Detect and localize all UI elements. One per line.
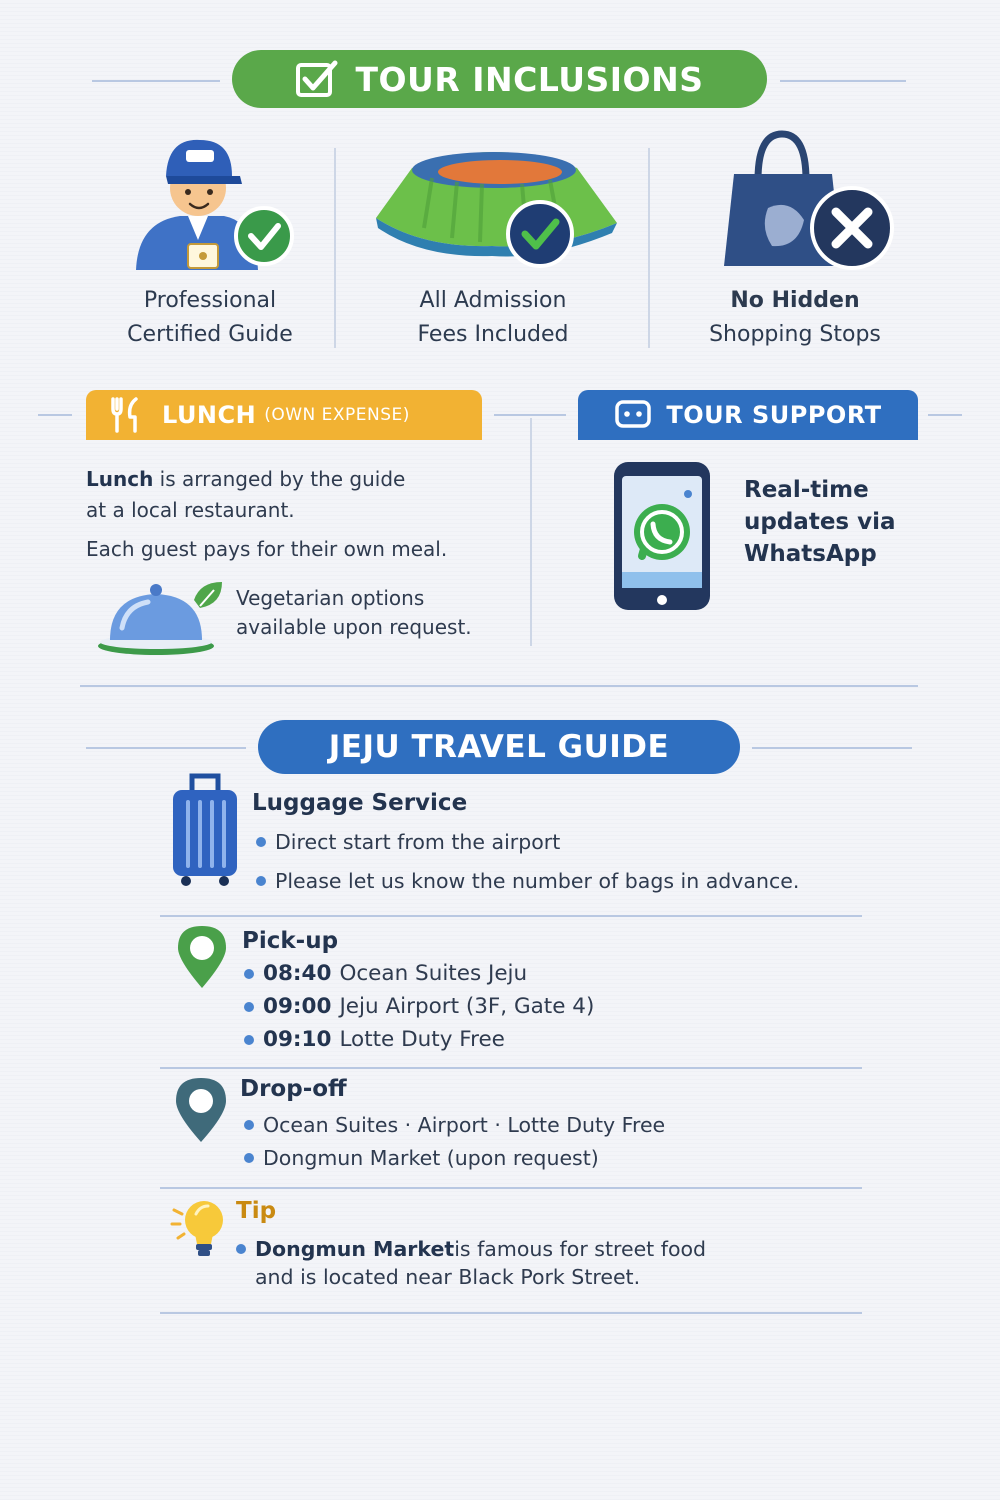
lunch-support-divider bbox=[530, 418, 532, 646]
column-divider-1 bbox=[334, 148, 336, 348]
shopping-bag-x-icon bbox=[720, 128, 900, 273]
support-title: TOUR SUPPORT bbox=[666, 401, 882, 429]
bullet-dot bbox=[244, 1153, 254, 1163]
inclusion-admission-line2: Fees Included bbox=[417, 322, 569, 347]
lunch-title-note: (OWN EXPENSE) bbox=[264, 405, 410, 425]
vegetarian-line1: Vegetarian options bbox=[236, 586, 425, 610]
support-banner bbox=[578, 390, 918, 440]
inclusion-guide bbox=[90, 284, 330, 352]
inclusion-admission bbox=[372, 284, 614, 352]
lunch-line1-rest: is arranged by the guide bbox=[153, 467, 406, 491]
pickup-time-1: 08:40 bbox=[263, 961, 332, 986]
tip-title: Tip bbox=[236, 1198, 277, 1224]
luggage-title: Luggage Service bbox=[252, 790, 468, 816]
lightbulb-icon bbox=[170, 1196, 230, 1260]
luggage-bullet-1 bbox=[256, 830, 560, 854]
pickup-stop-1 bbox=[244, 961, 527, 986]
suitcase-icon bbox=[170, 772, 240, 888]
guide-title: JEJU TRAVEL GUIDE bbox=[328, 729, 670, 765]
chat-icon bbox=[614, 399, 652, 431]
pickup-stop-3 bbox=[244, 1027, 505, 1052]
lunch-line1 bbox=[86, 464, 405, 494]
bullet-dot bbox=[244, 1002, 254, 1012]
map-pin-teal-icon bbox=[174, 1076, 228, 1144]
bullet-dot bbox=[236, 1244, 246, 1254]
luggage-bullet-2-text: Please let us know the number of bags in advance. bbox=[275, 869, 800, 893]
pickup-divider bbox=[160, 1067, 862, 1069]
lunch-banner bbox=[86, 390, 482, 440]
support-line1: Real-time bbox=[744, 477, 869, 503]
fork-knife-icon bbox=[108, 397, 148, 433]
pickup-title: Pick-up bbox=[242, 928, 339, 954]
support-line3: WhatsApp bbox=[744, 541, 877, 567]
cloche-icon bbox=[96, 578, 232, 658]
dropoff-bullet-2-text: Dongmun Market (upon request) bbox=[263, 1146, 599, 1170]
pickup-place-1: Ocean Suites Jeju bbox=[339, 961, 528, 986]
luggage-bullet-2 bbox=[256, 869, 799, 893]
bullet-dot bbox=[256, 837, 266, 847]
section-divider bbox=[80, 685, 918, 687]
lunch-vegetarian bbox=[236, 584, 472, 642]
lunch-line3: Each guest pays for their own meal. bbox=[86, 537, 448, 561]
guide-banner bbox=[258, 720, 740, 774]
column-divider-2 bbox=[648, 148, 650, 348]
support-text bbox=[744, 474, 896, 570]
lunch-title: LUNCH bbox=[162, 401, 257, 429]
bullet-dot bbox=[244, 1120, 254, 1130]
tip-divider bbox=[160, 1312, 862, 1314]
volcano-check-icon bbox=[372, 138, 622, 273]
lunch-line2: at a local restaurant. bbox=[86, 498, 295, 522]
pickup-place-3: Lotte Duty Free bbox=[339, 1027, 505, 1052]
divider-right bbox=[780, 80, 906, 82]
tip-rest: is famous for street food bbox=[454, 1237, 707, 1261]
inclusion-admission-line1: All Admission bbox=[419, 288, 567, 313]
pickup-place-2: Jeju Airport (3F, Gate 4) bbox=[339, 994, 595, 1019]
tip-line2: and is located near Black Pork Street. bbox=[255, 1265, 641, 1289]
bullet-dot bbox=[256, 876, 266, 886]
tip-line1 bbox=[236, 1237, 706, 1261]
support-divider-right bbox=[928, 414, 962, 416]
dropoff-bullet-1 bbox=[244, 1113, 665, 1137]
lunch-bold-word: Lunch bbox=[86, 467, 154, 491]
phone-whatsapp-icon bbox=[612, 460, 712, 612]
map-pin-green-icon bbox=[176, 924, 228, 990]
checkbox-icon bbox=[295, 59, 339, 99]
dropoff-divider bbox=[160, 1187, 862, 1189]
guide-divider-left bbox=[86, 747, 246, 749]
luggage-bullet-1-text: Direct start from the airport bbox=[275, 830, 561, 854]
inclusion-guide-line2: Certified Guide bbox=[127, 322, 293, 347]
dropoff-bullet-2 bbox=[244, 1146, 599, 1170]
pickup-time-2: 09:00 bbox=[263, 994, 332, 1019]
luggage-divider bbox=[160, 915, 862, 917]
support-line2: updates via bbox=[744, 509, 896, 535]
inclusion-shopping-line2: Shopping Stops bbox=[709, 322, 881, 347]
dropoff-title: Drop-off bbox=[240, 1076, 347, 1102]
pickup-time-3: 09:10 bbox=[263, 1027, 332, 1052]
pickup-stop-2 bbox=[244, 994, 594, 1019]
inclusion-shopping bbox=[672, 284, 918, 352]
inclusions-banner bbox=[232, 50, 767, 108]
tip-bold: Dongmun Market bbox=[255, 1237, 455, 1261]
guide-check-icon bbox=[128, 132, 298, 272]
lunch-divider-left bbox=[38, 414, 72, 416]
inclusion-guide-line1: Professional bbox=[143, 288, 277, 313]
inclusion-shopping-line1: No Hidden bbox=[730, 288, 860, 313]
guide-divider-right bbox=[752, 747, 912, 749]
divider-left bbox=[92, 80, 220, 82]
inclusions-title: TOUR INCLUSIONS bbox=[355, 59, 704, 99]
lunch-divider-right bbox=[494, 414, 566, 416]
vegetarian-line2: available upon request. bbox=[236, 615, 472, 639]
dropoff-bullet-1-text: Ocean Suites · Airport · Lotte Duty Free bbox=[263, 1113, 666, 1137]
bullet-dot bbox=[244, 1035, 254, 1045]
bullet-dot bbox=[244, 969, 254, 979]
